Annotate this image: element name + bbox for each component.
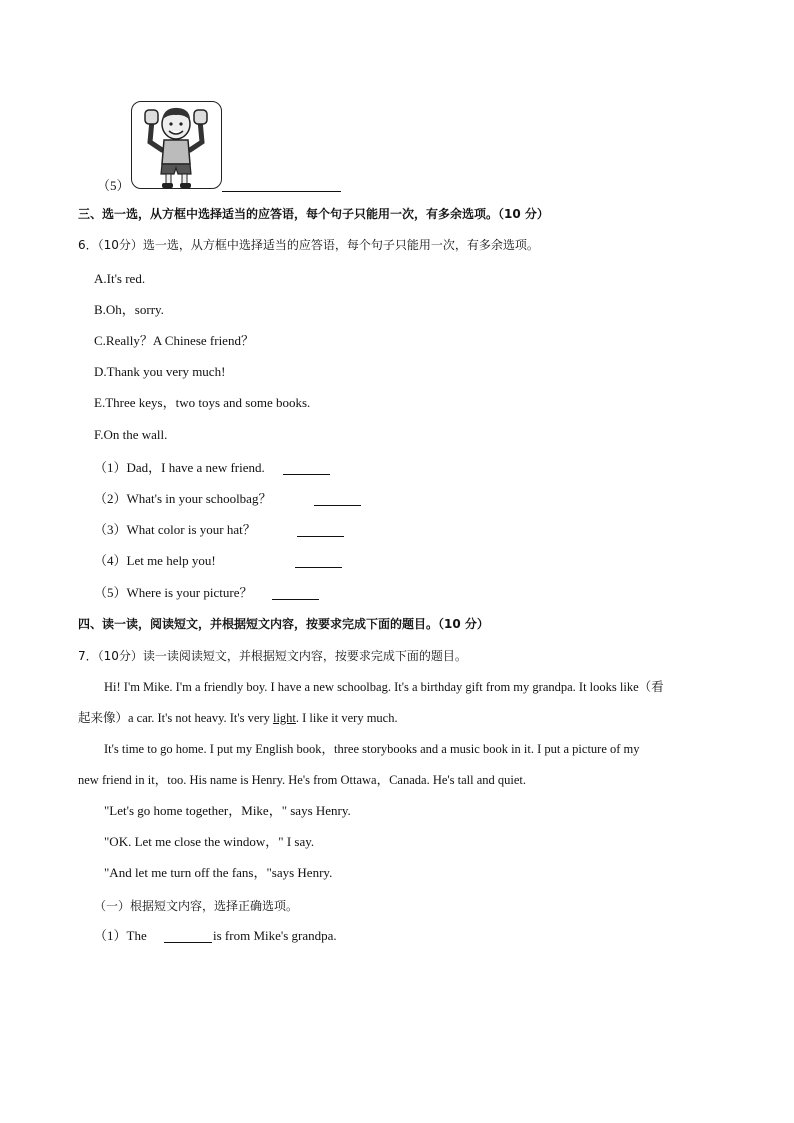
q6-question-5: （5）Where is your picture？: [94, 585, 253, 600]
q7-sub1-suffix: is from Mike's grandpa.: [213, 928, 337, 943]
q6-question-1: （1）Dad，I have a new friend.: [94, 460, 265, 475]
q6-option-c: C.Really？A Chinese friend？: [94, 333, 254, 348]
q5-image-answer-blank[interactable]: [222, 191, 341, 192]
q7-sub1-answer-blank[interactable]: [164, 942, 212, 943]
q6-option-d: D.Thank you very much!: [94, 364, 226, 379]
q6-option-e: E.Three keys，two toys and some books.: [94, 395, 311, 410]
q6-stem: 6．（10分）选一选，从方框中选择适当的应答语，每个句子只能用一次，有多余选项。: [78, 238, 539, 252]
q5-image-number: （5）: [97, 178, 130, 193]
passage-dialog-2: "OK. Let me close the window，" I say.: [104, 834, 315, 849]
passage-dialog-3: "And let me turn off the fans，"says Henry.: [104, 865, 333, 880]
boy-picture: [131, 101, 222, 189]
q6-option-a: A.It's red.: [94, 271, 146, 286]
q6-question-2: （2）What's in your schoolbag？: [94, 491, 272, 506]
q6-answer-blank-5[interactable]: [272, 599, 319, 600]
passage-p1-line2: 起来像）a car. It's not heavy. It's very light. I like it very much.: [78, 711, 398, 725]
boy-illustration: [132, 102, 221, 188]
q6-answer-blank-1[interactable]: [283, 474, 330, 475]
underlined-word: light: [272, 711, 296, 725]
passage-dialog-1: "Let's go home together，Mike，" says Henry.: [104, 803, 351, 818]
passage-p1-line1: Hi! I'm Mike. I'm a friendly boy. I have a new schoolbag. It's a birthday gift from my grandpa. It looks like（看: [104, 680, 664, 694]
q6-answer-blank-2[interactable]: [314, 505, 361, 506]
q6-option-f: F.On the wall.: [94, 427, 168, 442]
section3-heading: 三、选一选，从方框中选择适当的应答语，每个句子只能用一次，有多余选项。（10 分）: [78, 207, 549, 221]
passage-p2-line1: It's time to go home. I put my English book，three storybooks and a music book in it. I put a picture of my: [104, 742, 640, 756]
q6-answer-blank-3[interactable]: [297, 536, 344, 537]
q6-option-b: B.Oh，sorry.: [94, 302, 164, 317]
q7-sub1-prefix: （1）The: [94, 928, 147, 943]
q6-question-3: （3）What color is your hat？: [94, 522, 256, 537]
part1-heading: （一）根据短文内容，选择正确选项。: [94, 899, 299, 913]
section4-heading: 四、读一读，阅读短文，并根据短文内容，按要求完成下面的题目。（10 分）: [78, 617, 489, 631]
q6-question-4: （4）Let me help you!: [94, 553, 216, 568]
q6-answer-blank-4[interactable]: [295, 567, 342, 568]
passage-p2-line2: new friend in it，too. His name is Henry. He's from Ottawa，Canada. He's tall and quiet.: [78, 773, 527, 787]
q7-stem: 7．（10分）读一读阅读短文，并根据短文内容，按要求完成下面的题目。: [78, 649, 467, 663]
